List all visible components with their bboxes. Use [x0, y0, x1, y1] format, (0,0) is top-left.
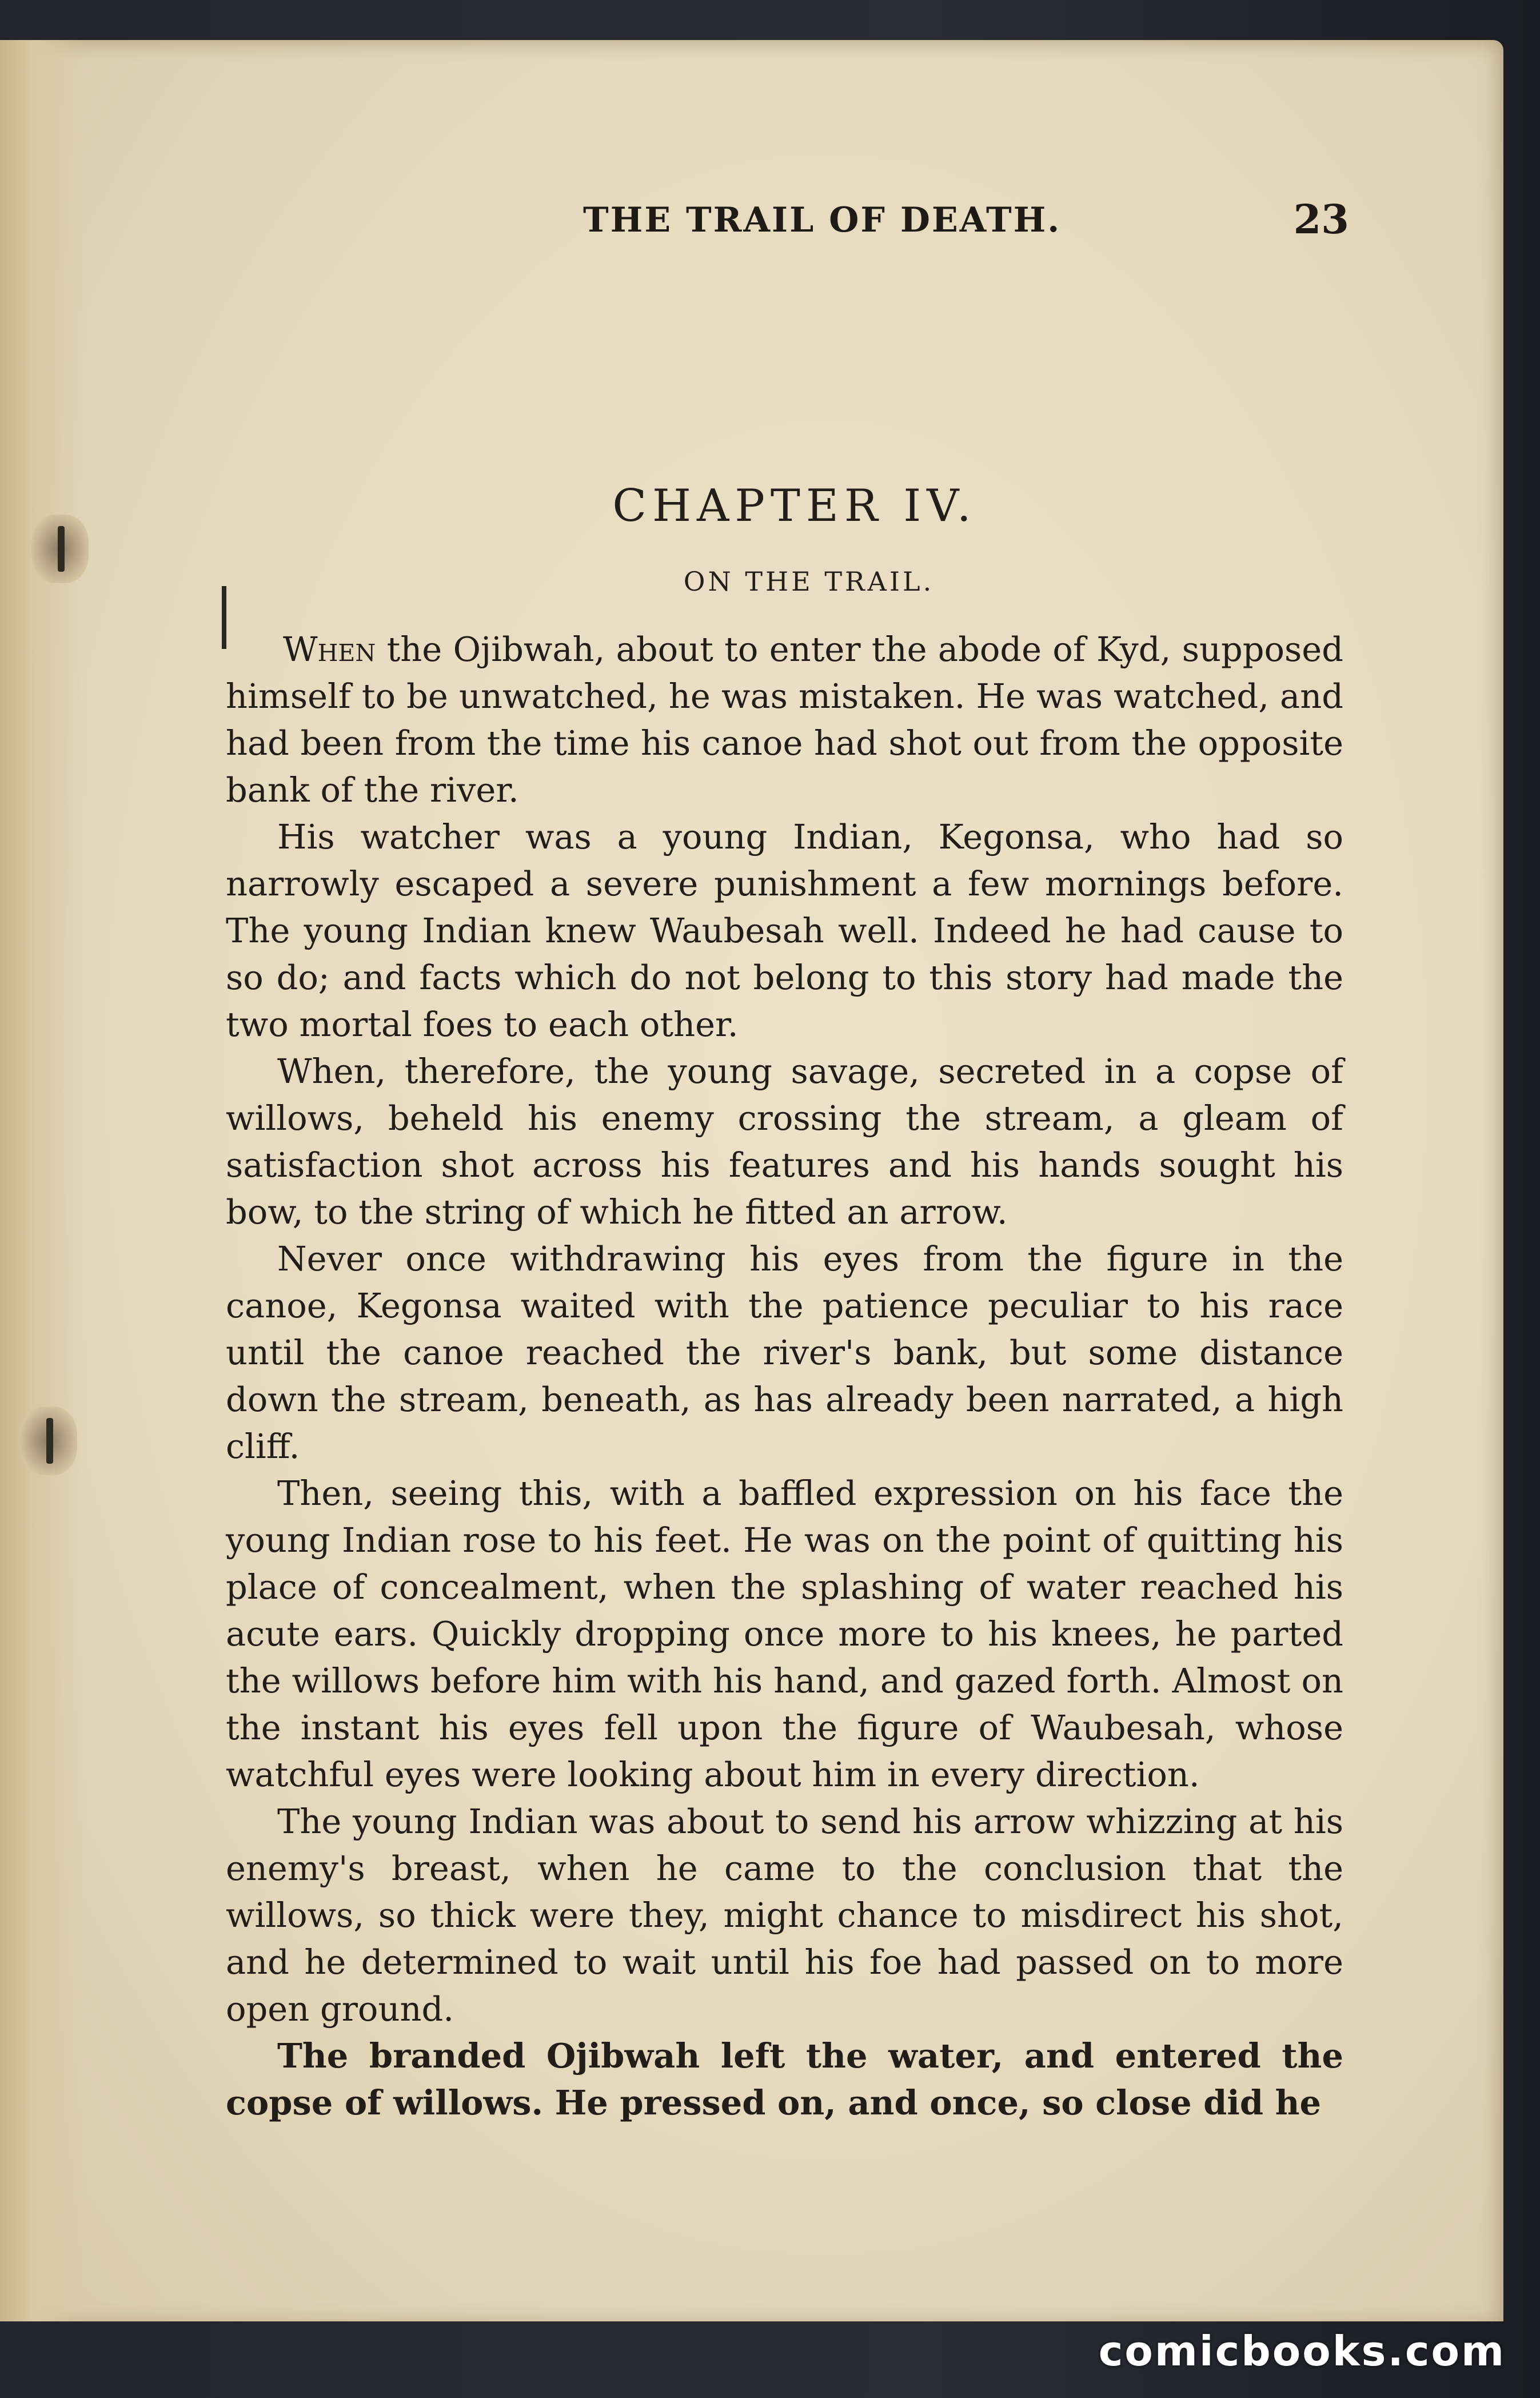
paragraph-text: The young Indian was about to send his arrow whizzing at his enemy's breast, when he came to the conclusion that the willows, so thick were they, might chance to misdirect his shot, and he determined to wait until his foe had passed on to more open ground.: [226, 1802, 1343, 2029]
chapter-subtitle: ON THE TRAIL.: [683, 566, 935, 597]
paragraph-text: Then, seeing this, with a baffled expression on his face the young Indian rose to his feet. He was on the point of quitting his place of concealment, when the splashing of water reached his acute ears. Quickly dropping once more to his knees, he parted the willows before him with his hand, and gazed forth. Almost on the instant his eyes fell upon the figure of Waubesah, whose watchful eyes were looking about him in every direction.: [226, 1473, 1343, 1794]
paragraph-5: [226, 1470, 1343, 1798]
paragraph-3: [226, 1048, 1343, 1236]
body-text: [226, 626, 1343, 2126]
paragraph-text: When, therefore, the young savage, secreted in a copse of willows, beheld his enemy crossing the stream, a gleam of satisfaction shot across his features and his hands sought his bow, to the string of which he fitted an arrow.: [226, 1051, 1343, 1232]
staple-bottom-icon: [20, 1407, 77, 1475]
paragraph-text: the Ojibwah, about to enter the abode of Kyd, supposed himself to be unwatched, he was mistaken. He was watched, and had been from the time his canoe had shot out from the opposite bank of the river.: [226, 630, 1343, 810]
running-header: [229, 196, 1372, 252]
paragraph-text: The branded Ojibwah left the water, and entered the copse of willows. He pressed on, and once, so close did he: [226, 2036, 1343, 2122]
paragraph-text: His watcher was a young Indian, Kegonsa, who had so narrowly escaped a severe punishment a few mornings before. The young Indian knew Waubesah well. Indeed he had cause to so do; and facts which do not belong to this story had made the two mortal foes to each other.: [226, 817, 1343, 1044]
paragraph-4: [226, 1236, 1343, 1470]
paragraph-6: [226, 1798, 1343, 2033]
watermark: comicbooks.com: [1098, 2327, 1506, 2375]
paragraph-7: [226, 2033, 1343, 2126]
page-number: 23: [1293, 196, 1349, 243]
paragraph-text: Never once withdrawing his eyes from the figure in the canoe, Kegonsa waited with the patience peculiar to his race until the canoe reached the river's bank, but some distance down the stream, beneath, as has already been narrated, a high cliff.: [226, 1239, 1343, 1466]
chapter-title: CHAPTER IV.: [612, 480, 977, 532]
running-title: THE TRAIL OF DEATH.: [583, 200, 1062, 240]
paragraph-1: [226, 626, 1343, 814]
paragraph-2: [226, 814, 1343, 1048]
spine-fold: [0, 40, 86, 2321]
paragraph-lead: When: [283, 630, 376, 669]
